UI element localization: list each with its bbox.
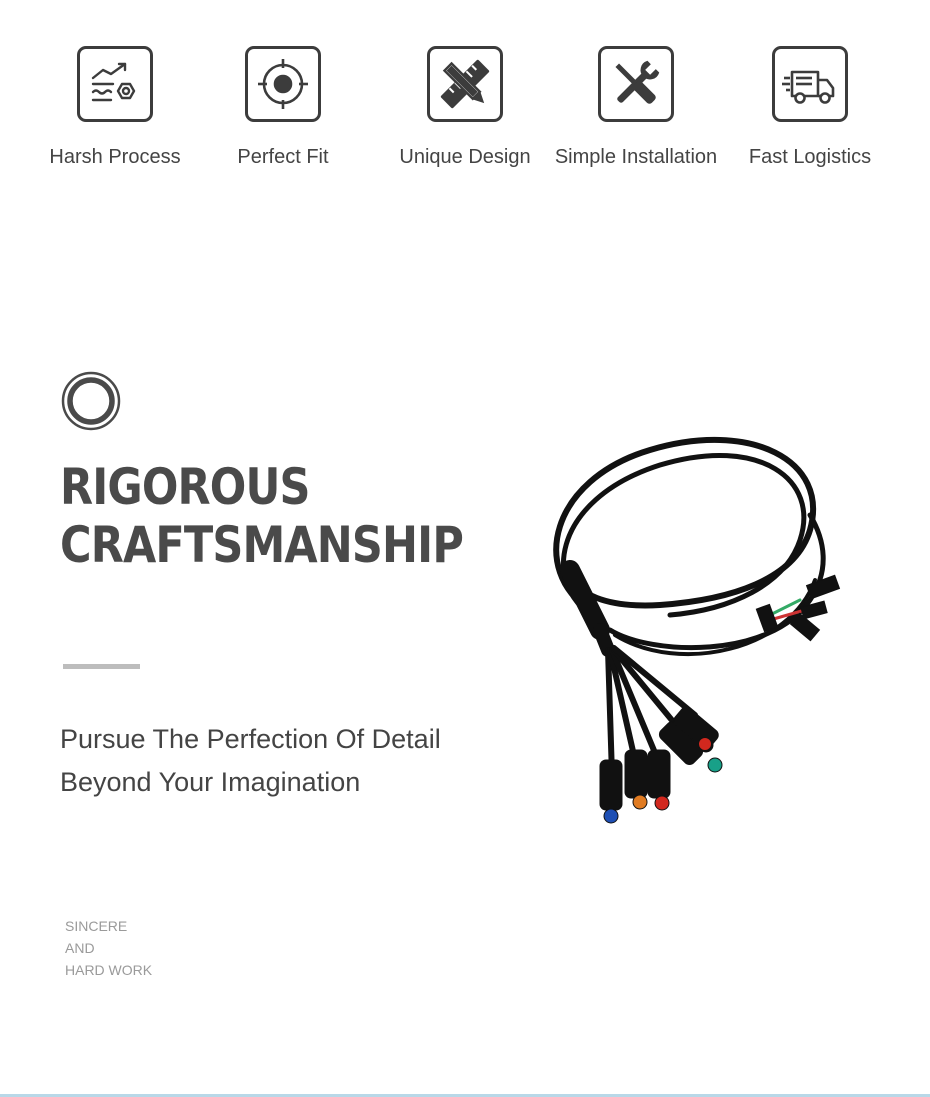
feature-harsh-process bbox=[25, 46, 205, 169]
motto-line2: AND bbox=[65, 940, 95, 956]
ring-logo-icon bbox=[60, 370, 122, 432]
feature-label: Perfect Fit bbox=[237, 146, 329, 168]
hero-title-line2: CRAFTSMANSHIP bbox=[60, 516, 463, 574]
motto-line3: HARD WORK bbox=[65, 962, 153, 978]
hero-subtitle bbox=[60, 718, 441, 804]
hero-title bbox=[60, 458, 463, 574]
hero-subtitle-line1: Pursue The Perfection Of Detail bbox=[60, 724, 441, 754]
feature-unique-design bbox=[375, 46, 555, 169]
chart-gear-icon bbox=[77, 46, 153, 122]
feature-strip bbox=[0, 0, 930, 200]
feature-perfect-fit bbox=[193, 46, 373, 169]
feature-simple-installation bbox=[546, 46, 726, 169]
hero-subtitle-line2: Beyond Your Imagination bbox=[60, 767, 361, 797]
cable-harness-image bbox=[530, 420, 860, 840]
feature-label: Fast Logistics bbox=[748, 146, 872, 168]
delivery-truck-icon bbox=[772, 46, 848, 122]
motto bbox=[65, 915, 152, 981]
feature-label: Harsh Process bbox=[49, 146, 181, 168]
hero-title-line1: RIGOROUS bbox=[60, 458, 310, 516]
target-icon bbox=[245, 46, 321, 122]
ruler-pencil-icon bbox=[427, 46, 503, 122]
feature-label: Unique Design bbox=[399, 146, 531, 168]
feature-label: Simple Installation bbox=[554, 146, 718, 168]
motto-line1: SINCERE bbox=[65, 918, 128, 934]
hero-divider bbox=[63, 664, 140, 669]
feature-fast-logistics bbox=[720, 46, 900, 169]
wrench-screwdriver-icon bbox=[598, 46, 674, 122]
